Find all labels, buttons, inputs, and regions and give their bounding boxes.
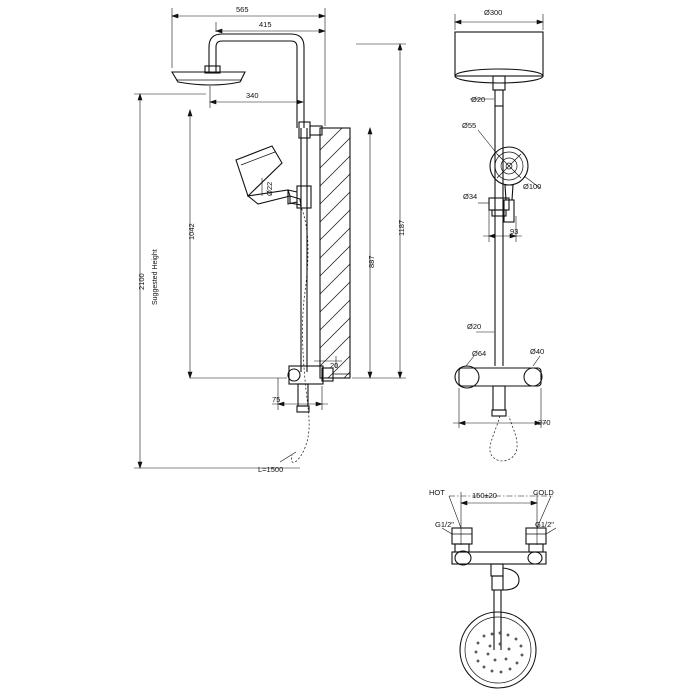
wall-section [320, 128, 350, 378]
dim-75: 75 [272, 395, 281, 404]
dim-bracket-depth: 20 [330, 361, 339, 370]
dim-head-dia: Ø300 [484, 8, 503, 17]
dim-1187: 1187 [397, 219, 406, 236]
dim-slider: Ø34 [463, 192, 478, 201]
dim-415: 415 [259, 20, 272, 29]
dim-handset-body: Ø100 [523, 182, 542, 191]
label-inlet-right: G1/2" [535, 520, 554, 529]
dim-565: 565 [236, 5, 249, 14]
overhead-head-plan [460, 612, 536, 688]
thermostatic-valve [288, 366, 333, 412]
overhead-head-front [455, 32, 543, 106]
view-front-elevation [453, 14, 547, 461]
dim-340: 340 [246, 91, 259, 100]
valve-body-plan [452, 551, 546, 576]
dim-valve-right: Ø40 [530, 347, 545, 356]
dim-handset-face: Ø55 [462, 121, 477, 130]
hot-inlet [452, 528, 472, 552]
label-inlet-left: G1/2" [435, 520, 454, 529]
dim-1042: 1042 [187, 223, 196, 240]
thermostatic-valve-front [455, 366, 542, 416]
dim-centres: 150±20 [472, 491, 497, 500]
dim-93: 93 [510, 227, 519, 236]
dim-887: 887 [367, 255, 376, 268]
label-hot: HOT [429, 488, 445, 497]
dim-riser-dia: Ø20 [467, 322, 482, 331]
dim-handset-rot: Ø22 [265, 181, 274, 196]
label-cold: COLD [533, 488, 554, 497]
riser-rail [301, 128, 307, 372]
cold-inlet [526, 528, 546, 552]
shower-arm [209, 34, 304, 128]
dim-valve-width: 270 [538, 418, 551, 427]
hose-length: L=1500 [258, 465, 284, 474]
dim-valve-left: Ø64 [472, 349, 487, 358]
dim-2100: 2100 [137, 273, 146, 290]
top-wall-bracket [299, 122, 322, 138]
hand-shower [236, 146, 301, 205]
slider-bracket-front [489, 198, 509, 216]
dim-head-stem: Ø20 [471, 95, 486, 104]
view-side-elevation [134, 5, 406, 468]
handset-cradle-plan [492, 568, 519, 650]
label-suggested-height: Suggested Height [152, 249, 159, 305]
